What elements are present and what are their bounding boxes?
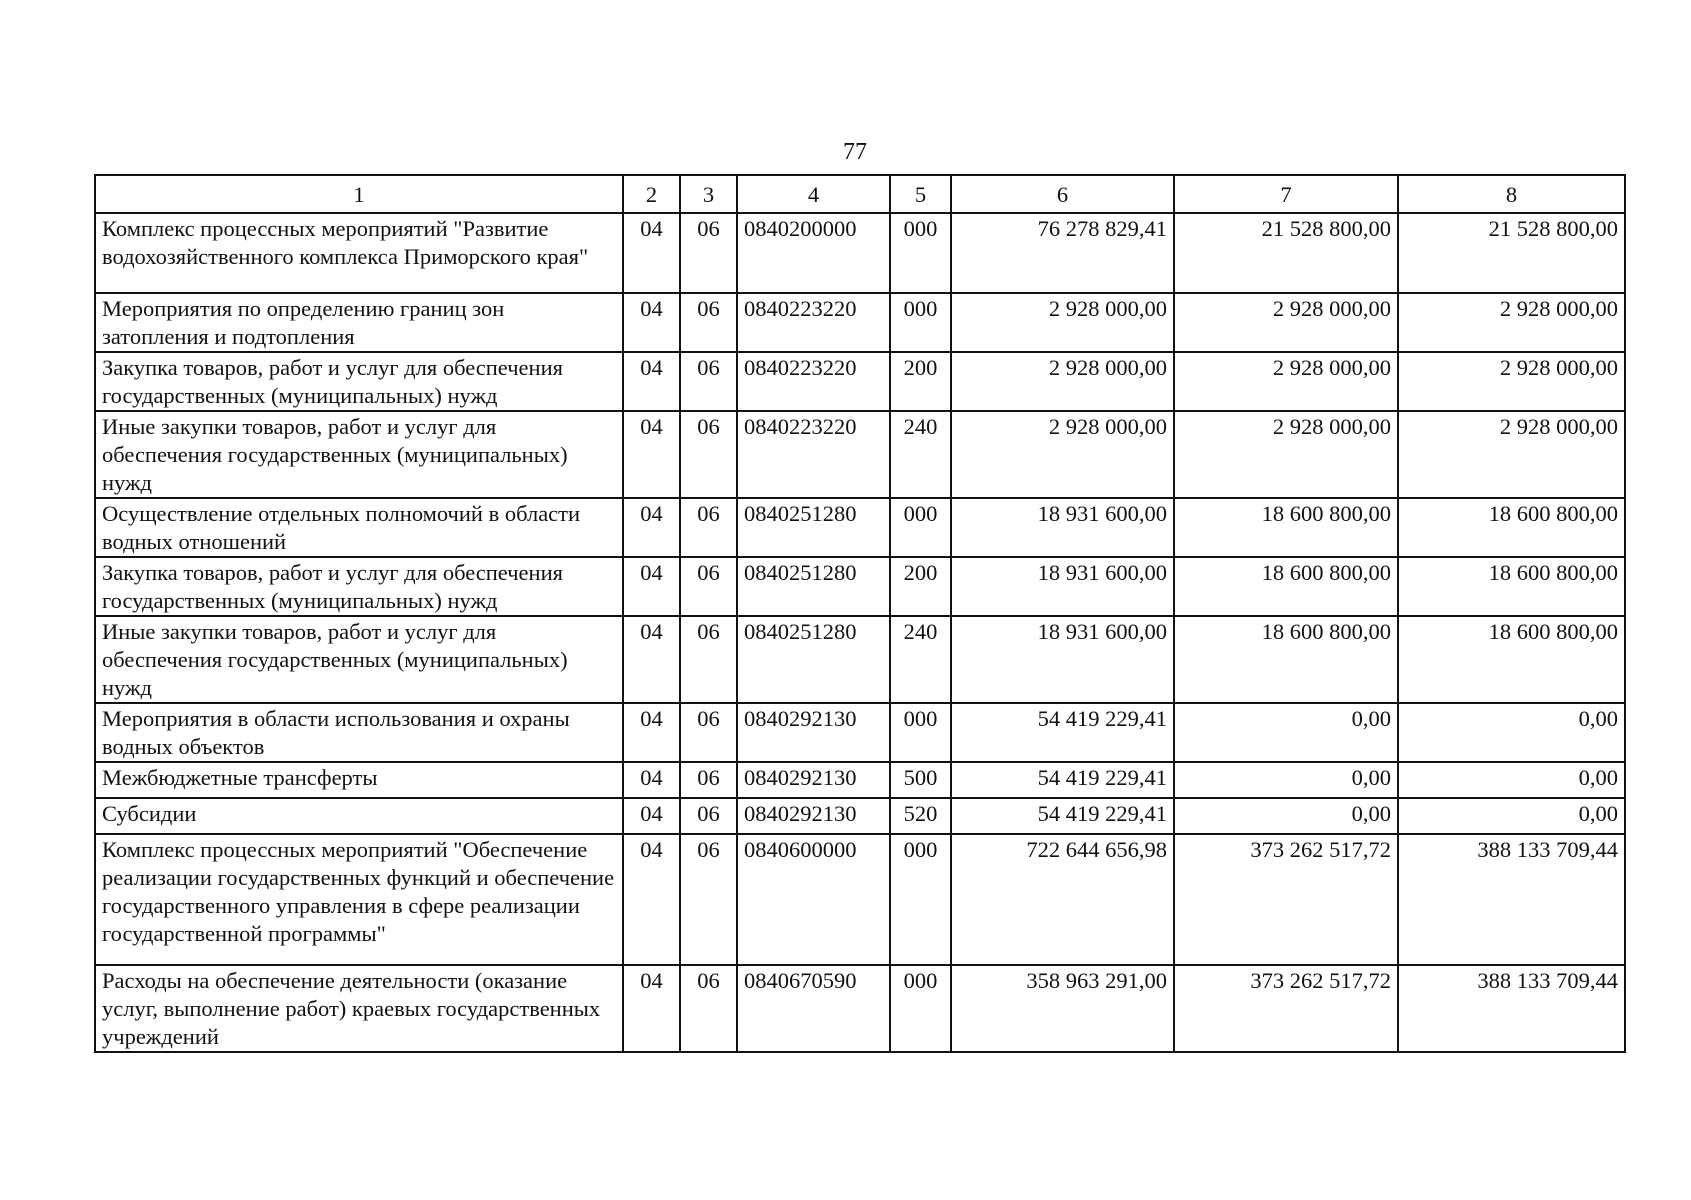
subsection-code-cell: 06 — [680, 834, 737, 965]
target-article-cell: 0840670590 — [737, 965, 890, 1052]
table-row — [95, 703, 1625, 762]
subsection-code-cell: 06 — [680, 762, 737, 798]
amount-col6-cell: 2 928 000,00 — [951, 352, 1174, 411]
row-name-cell: Межбюджетные трансферты — [95, 762, 623, 798]
amount-col6-cell: 54 419 229,41 — [951, 703, 1174, 762]
subsection-code-cell: 06 — [680, 798, 737, 834]
amount-col6-cell: 54 419 229,41 — [951, 798, 1174, 834]
table-row — [95, 411, 1625, 498]
table-row — [95, 798, 1625, 834]
amount-col8-cell: 2 928 000,00 — [1398, 411, 1625, 498]
table-body — [95, 213, 1625, 1052]
row-name-cell: Субсидии — [95, 798, 623, 834]
amount-col7-cell: 18 600 800,00 — [1174, 616, 1398, 703]
subsection-code-cell: 06 — [680, 616, 737, 703]
target-article-cell: 0840251280 — [737, 616, 890, 703]
subsection-code-cell: 06 — [680, 703, 737, 762]
section-code-cell: 04 — [623, 798, 680, 834]
amount-col8-cell: 21 528 800,00 — [1398, 213, 1625, 293]
amount-col7-cell: 373 262 517,72 — [1174, 834, 1398, 965]
amount-col6-cell: 2 928 000,00 — [951, 293, 1174, 352]
expense-type-cell: 500 — [890, 762, 951, 798]
expense-type-cell: 000 — [890, 703, 951, 762]
target-article-cell: 0840223220 — [737, 411, 890, 498]
section-code-cell: 04 — [623, 616, 680, 703]
expense-type-cell: 240 — [890, 616, 951, 703]
row-name-cell: Иные закупки товаров, работ и услуг для обеспечения государственных (муниципальных) нужд — [95, 616, 623, 703]
row-name-cell: Комплекс процессных мероприятий "Обеспечение реализации государственных функций и обеспечение государственного управления в сфере реализации государственной программы" — [95, 834, 623, 965]
amount-col8-cell: 0,00 — [1398, 703, 1625, 762]
amount-col7-cell: 18 600 800,00 — [1174, 498, 1398, 557]
amount-col8-cell: 2 928 000,00 — [1398, 293, 1625, 352]
target-article-cell: 0840292130 — [737, 798, 890, 834]
row-name-cell: Закупка товаров, работ и услуг для обеспечения государственных (муниципальных) нужд — [95, 352, 623, 411]
amount-col7-cell: 2 928 000,00 — [1174, 293, 1398, 352]
amount-col7-cell: 18 600 800,00 — [1174, 557, 1398, 616]
expense-type-cell: 000 — [890, 834, 951, 965]
table-row — [95, 352, 1625, 411]
amount-col7-cell: 0,00 — [1174, 703, 1398, 762]
target-article-cell: 0840292130 — [737, 703, 890, 762]
target-article-cell: 0840200000 — [737, 213, 890, 293]
section-code-cell: 04 — [623, 293, 680, 352]
expense-type-cell: 200 — [890, 557, 951, 616]
row-name-cell: Мероприятия в области использования и охраны водных объектов — [95, 703, 623, 762]
amount-col6-cell: 18 931 600,00 — [951, 557, 1174, 616]
expense-type-cell: 240 — [890, 411, 951, 498]
subsection-code-cell: 06 — [680, 557, 737, 616]
target-article-cell: 0840223220 — [737, 352, 890, 411]
page-number: 77 — [843, 139, 867, 165]
header-cell-5: 5 — [890, 175, 951, 213]
table-row — [95, 616, 1625, 703]
subsection-code-cell: 06 — [680, 213, 737, 293]
row-name-cell: Расходы на обеспечение деятельности (оказание услуг, выполнение работ) краевых государственных учреждений — [95, 965, 623, 1052]
amount-col6-cell: 2 928 000,00 — [951, 411, 1174, 498]
subsection-code-cell: 06 — [680, 498, 737, 557]
section-code-cell: 04 — [623, 762, 680, 798]
row-name-cell: Комплекс процессных мероприятий "Развитие водохозяйственного комплекса Приморского края" — [95, 213, 623, 293]
amount-col7-cell: 2 928 000,00 — [1174, 411, 1398, 498]
amount-col6-cell: 18 931 600,00 — [951, 616, 1174, 703]
header-cell-4: 4 — [737, 175, 890, 213]
amount-col8-cell: 18 600 800,00 — [1398, 498, 1625, 557]
section-code-cell: 04 — [623, 965, 680, 1052]
amount-col6-cell: 722 644 656,98 — [951, 834, 1174, 965]
amount-col7-cell: 0,00 — [1174, 798, 1398, 834]
target-article-cell: 0840251280 — [737, 557, 890, 616]
expense-type-cell: 200 — [890, 352, 951, 411]
amount-col6-cell: 54 419 229,41 — [951, 762, 1174, 798]
row-name-cell: Иные закупки товаров, работ и услуг для обеспечения государственных (муниципальных) нужд — [95, 411, 623, 498]
expense-type-cell: 000 — [890, 965, 951, 1052]
header-cell-8: 8 — [1398, 175, 1625, 213]
row-name-cell: Мероприятия по определению границ зон затопления и подтопления — [95, 293, 623, 352]
amount-col8-cell: 0,00 — [1398, 798, 1625, 834]
amount-col6-cell: 18 931 600,00 — [951, 498, 1174, 557]
section-code-cell: 04 — [623, 834, 680, 965]
expense-type-cell: 520 — [890, 798, 951, 834]
row-name-cell: Закупка товаров, работ и услуг для обеспечения государственных (муниципальных) нужд — [95, 557, 623, 616]
expense-type-cell: 000 — [890, 293, 951, 352]
header-cell-7: 7 — [1174, 175, 1398, 213]
amount-col6-cell: 358 963 291,00 — [951, 965, 1174, 1052]
subsection-code-cell: 06 — [680, 411, 737, 498]
table-row — [95, 557, 1625, 616]
amount-col7-cell: 373 262 517,72 — [1174, 965, 1398, 1052]
section-code-cell: 04 — [623, 498, 680, 557]
section-code-cell: 04 — [623, 352, 680, 411]
amount-col6-cell: 76 278 829,41 — [951, 213, 1174, 293]
amount-col7-cell: 0,00 — [1174, 762, 1398, 798]
header-cell-6: 6 — [951, 175, 1174, 213]
section-code-cell: 04 — [623, 213, 680, 293]
table-row — [95, 498, 1625, 557]
target-article-cell: 0840223220 — [737, 293, 890, 352]
amount-col8-cell: 388 133 709,44 — [1398, 834, 1625, 965]
subsection-code-cell: 06 — [680, 965, 737, 1052]
target-article-cell: 0840292130 — [737, 762, 890, 798]
header-cell-3: 3 — [680, 175, 737, 213]
section-code-cell: 04 — [623, 703, 680, 762]
amount-col7-cell: 2 928 000,00 — [1174, 352, 1398, 411]
table-row — [95, 762, 1625, 798]
table-row — [95, 293, 1625, 352]
amount-col8-cell: 0,00 — [1398, 762, 1625, 798]
expense-type-cell: 000 — [890, 213, 951, 293]
amount-col8-cell: 2 928 000,00 — [1398, 352, 1625, 411]
subsection-code-cell: 06 — [680, 293, 737, 352]
amount-col8-cell: 388 133 709,44 — [1398, 965, 1625, 1052]
header-cell-2: 2 — [623, 175, 680, 213]
budget-table — [94, 174, 1626, 1053]
table-row — [95, 834, 1625, 965]
subsection-code-cell: 06 — [680, 352, 737, 411]
header-cell-1: 1 — [95, 175, 623, 213]
amount-col8-cell: 18 600 800,00 — [1398, 557, 1625, 616]
target-article-cell: 0840600000 — [737, 834, 890, 965]
target-article-cell: 0840251280 — [737, 498, 890, 557]
section-code-cell: 04 — [623, 557, 680, 616]
table-row — [95, 213, 1625, 293]
table-row — [95, 965, 1625, 1052]
amount-col8-cell: 18 600 800,00 — [1398, 616, 1625, 703]
header-row — [95, 175, 1625, 213]
amount-col7-cell: 21 528 800,00 — [1174, 213, 1398, 293]
row-name-cell: Осуществление отдельных полномочий в области водных отношений — [95, 498, 623, 557]
section-code-cell: 04 — [623, 411, 680, 498]
expense-type-cell: 000 — [890, 498, 951, 557]
